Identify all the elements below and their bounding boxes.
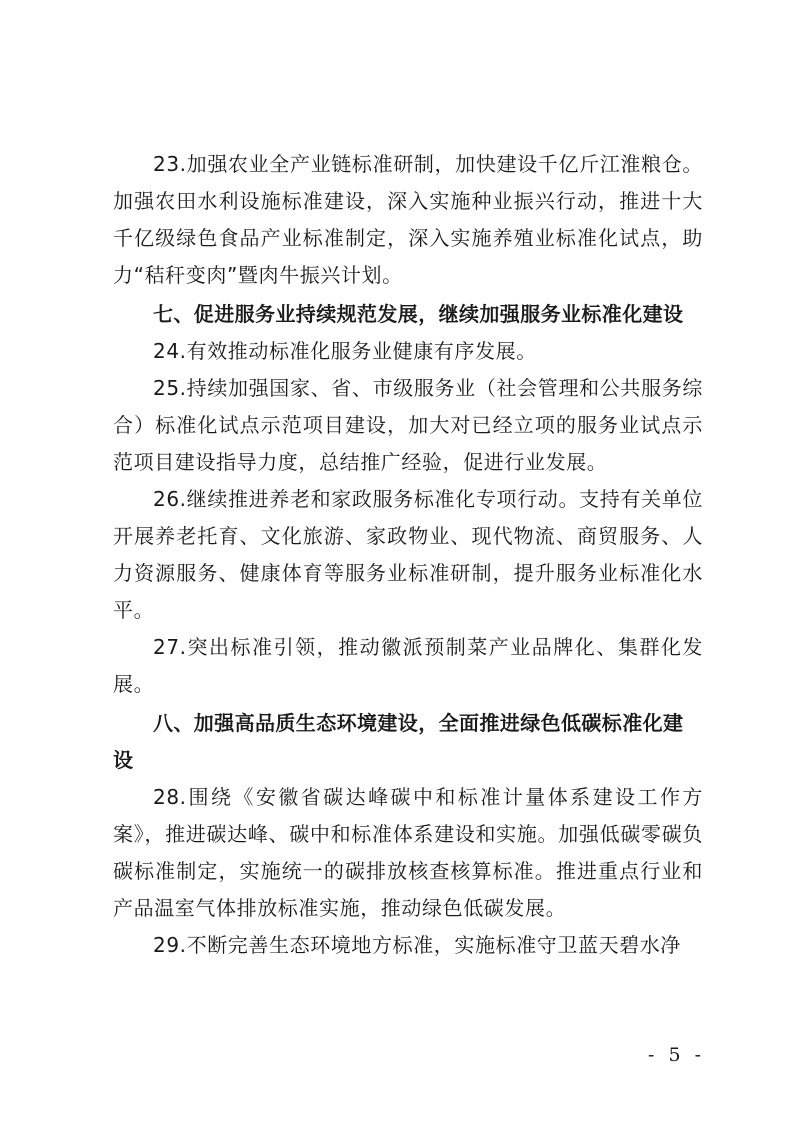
paragraph-27: 27.突出标准引领，推动徽派预制菜产业品牌化、集群化发展。 xyxy=(113,635,703,696)
paragraph-23: 23.加强农业全产业链标准研制，加快建设千亿斤江淮粮仓。加强农田水利设施标准建设，深入实施种业振兴行动，推进十大千亿级绿色食品产业标准制定，深入实施养殖业标准化试点，助力“秸秆变肉”暨肉牛振兴计划。 xyxy=(113,152,703,287)
page-number: - 5 - xyxy=(648,1044,706,1066)
section-heading-7: 七、促进服务业持续规范发展，继续加强服务业标准化建设 xyxy=(153,302,684,326)
paragraph-25: 25.持续加强国家、省、市级服务业（社会管理和公共服务综合）标准化试点示范项目建设，加大对已经立项的服务业试点示范项目建设指导力度，总结推广经验，促进行业发展。 xyxy=(113,376,703,474)
paragraph-24: 24.有效推动标准化服务业健康有序发展。 xyxy=(153,339,537,363)
paragraph-26: 26.继续推进养老和家政服务标准化专项行动。支持有关单位开展养老托育、文化旅游、家政物业、现代物流、商贸服务、人力资源服务、健康体育等服务业标准研制，提升服务业标准化水平。 xyxy=(113,487,703,622)
paragraph-29: 29.不断完善生态环境地方标准，实施标准守卫蓝天碧水净 xyxy=(153,933,682,957)
section-heading-8: 八、加强高品质生态环境建设，全面推进绿色低碳标准化建设 xyxy=(113,711,684,772)
paragraph-28: 28.围绕《安徽省碳达峰碳中和标准计量体系建设工作方案》，推进碳达峰、碳中和标准体系建设和实施。加强低碳零碳负碳标准制定，实施统一的碳排放核查核算标准。推进重点行业和产品温室气体排放标准实施，推动绿色低碳发展。 xyxy=(113,785,703,920)
document-body xyxy=(113,146,703,964)
